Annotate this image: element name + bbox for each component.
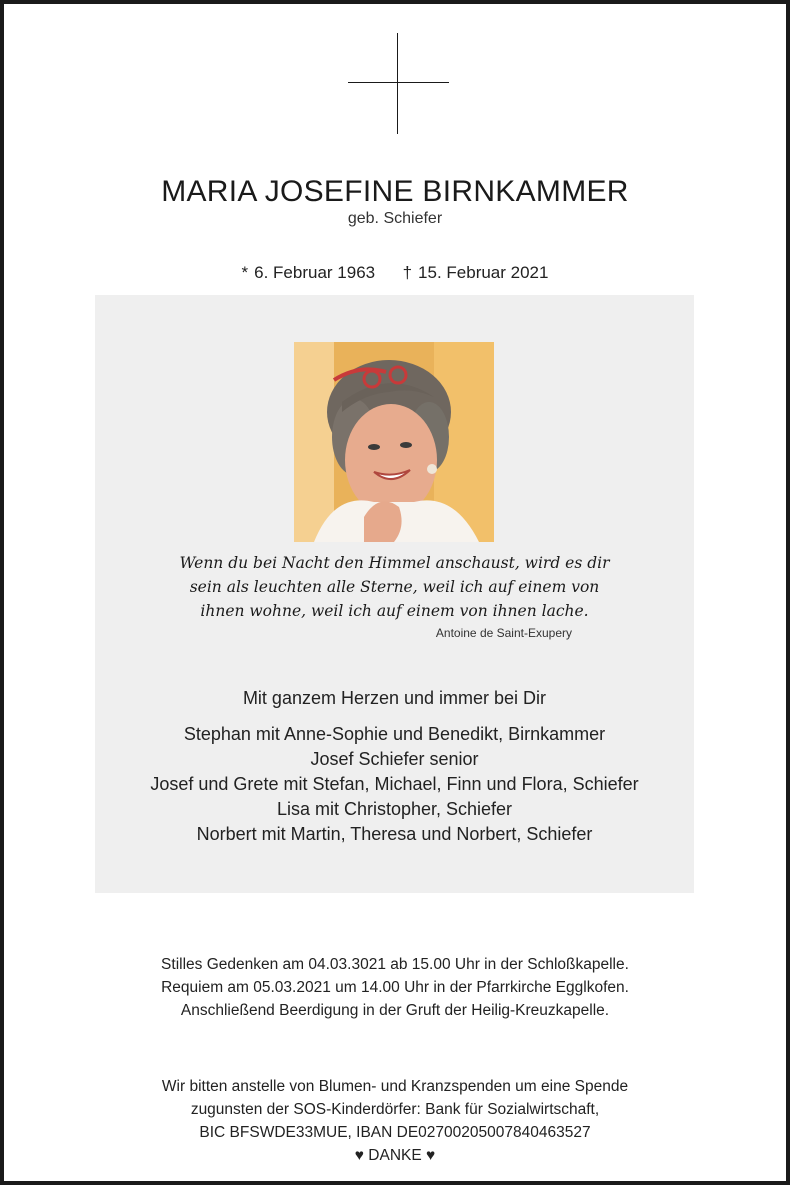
cross-icon xyxy=(348,33,449,134)
thanks-line: ♥ DANKE ♥ xyxy=(354,1147,436,1164)
death-dagger-icon: † xyxy=(402,263,413,282)
service-line: Anschließend Beerdigung in der Gruft der Heilig-Kreuzkapelle. xyxy=(180,1002,610,1019)
mourner-line: Lisa mit Christopher, Schiefer xyxy=(276,799,513,819)
birth-name: geb. Schiefer xyxy=(347,210,443,227)
quote-line: ihnen wohne, weil ich auf einem von ihnen lache. xyxy=(200,602,589,620)
donation-line: zugunsten der SOS-Kinderdörfer: Bank für Sozialwirtschaft, xyxy=(190,1101,600,1118)
memorial-panel xyxy=(95,295,694,893)
portrait-photo xyxy=(294,342,494,542)
mourner-line: Josef Schiefer senior xyxy=(310,749,479,769)
quote-line: Wenn du bei Nacht den Himmel anschaust, wird es dir xyxy=(179,554,610,572)
birth-date: 6. Februar 1963 xyxy=(254,263,376,282)
quote-text xyxy=(95,551,694,623)
closing-line: Mit ganzem Herzen und immer bei Dir xyxy=(242,688,547,708)
donation-request xyxy=(4,1075,786,1167)
service-details xyxy=(4,953,786,1022)
deceased-name: MARIA JOSEFINE BIRNKAMMER xyxy=(161,175,629,208)
mourners-list xyxy=(95,722,694,847)
service-line: Requiem am 05.03.2021 um 14.00 Uhr in der Pfarrkirche Egglkofen. xyxy=(161,979,629,996)
donation-bank-details: BIC BFSWDE33MUE, IBAN DE02700205007840463527 xyxy=(199,1124,591,1141)
donation-line: Wir bitten anstelle von Blumen- und Kranzspenden um eine Spende xyxy=(161,1078,629,1095)
service-line: Stilles Gedenken am 04.03.3021 ab 15.00 Uhr in der Schloßkapelle. xyxy=(161,956,629,973)
birth-star-icon: * xyxy=(241,263,249,282)
death-date: 15. Februar 2021 xyxy=(418,263,549,282)
quote-line: sein als leuchten alle Sterne, weil ich auf einem von xyxy=(189,578,600,596)
life-dates xyxy=(4,263,786,283)
quote-author: Antoine de Saint-Exupery xyxy=(435,626,572,640)
mourner-line: Josef und Grete mit Stefan, Michael, Finn und Flora, Schiefer xyxy=(150,774,639,794)
mourner-line: Norbert mit Martin, Theresa und Norbert, Schiefer xyxy=(196,824,593,844)
mourner-line: Stephan mit Anne-Sophie und Benedikt, Birnkammer xyxy=(183,724,606,744)
